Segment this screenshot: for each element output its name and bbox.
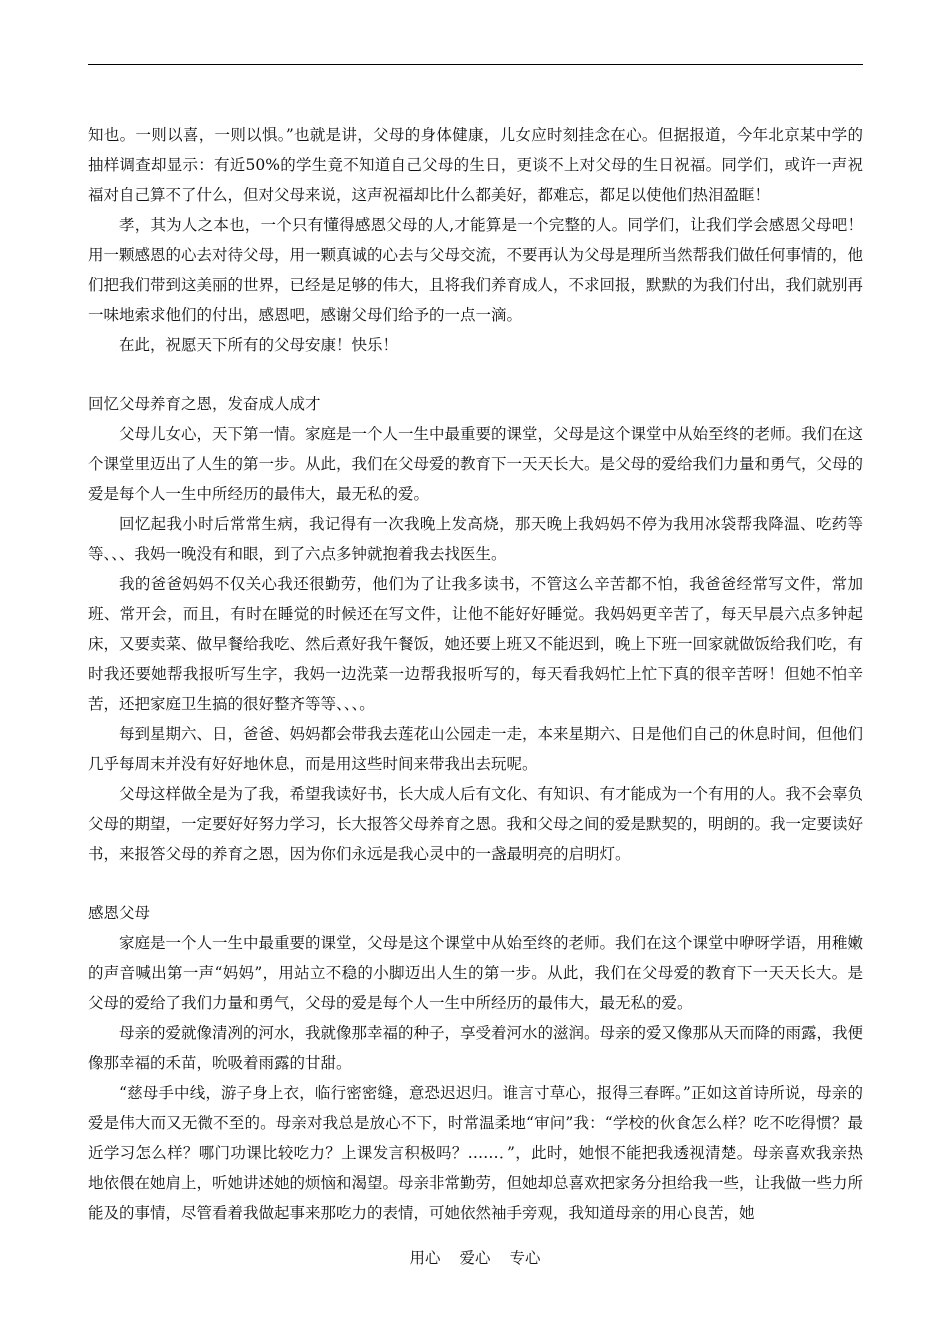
section1-paragraph-2: 孝，其为人之本也，一个只有懂得感恩父母的人,才能算是一个完整的人。同学们，让我们学会感恩父母吧！用一颗感恩的心去对待父母，用一颗真诚的心去与父母交流，不要再认为父母是理所当然帮我们做任何事情的，他们把我们带到这美丽的世界，已经是足够的伟大，且将我们养育成人，不求回报，默默的为我们付出，我们就别再一味地索求他们的付出，感恩吧，感谢父母们给予的一点一滴。 [88, 216, 864, 324]
section3-title: 感恩父母 [88, 904, 151, 922]
section3-paragraph-2: 母亲的爱就像清冽的河水，我就像那幸福的种子，享受着河水的滋润。母亲的爱又像那从天而降的雨露，我便像那幸福的禾苗，吮吸着雨露的甘甜。 [88, 1024, 864, 1072]
section2-paragraph-3: 我的爸爸妈妈不仅关心我还很勤劳，他们为了让我多读书，不管这么辛苦都不怕，我爸爸经常写文件，常加班、常开会，而且，有时在睡觉的时候还在写文件，让他不能好好睡觉。我妈妈更辛苦了，每天早晨六点多钟起床，又要卖菜、做早餐给我吃、然后煮好我午餐饭，她还要上班又不能迟到，晚上下班一回家就做饭给我们吃，有时我还要她帮我报听写生字，我妈一边洗菜一边帮我报听写的，每天看我妈忙上忙下真的很辛苦呀！但她不怕辛苦，还把家庭卫生搞的很好整齐等等、、、。 [88, 575, 864, 713]
section-spacer [88, 360, 863, 389]
section1-paragraph-3: 在此，祝愿天下所有的父母安康！快乐！ [119, 336, 399, 354]
section2-paragraph-4: 每到星期六、日，爸爸、妈妈都会带我去莲花山公园走一走，本来星期六、日是他们自己的休息时间，但他们几乎每周末并没有好好地休息，而是用这些时间来带我出去玩呢。 [88, 725, 864, 773]
footer-word-2: 爱心 [459, 1249, 491, 1267]
section3-paragraph-3: “慈母手中线，游子身上衣，临行密密缝，意恐迟迟归。谁言寸草心，报得三春晖。”正如这首诗所说，母亲的爱是伟大而又无微不至的。母亲对我总是放心不下，时常温柔地“审问”我：“学校的伙食怎么样？吃不吃得惯？最近学习怎么样？哪门功课比较吃力？上课发言积极吗？……．”，此时，她恨不能把我透视清楚。母亲喜欢我亲热地依偎在她肩上，听她讲述她的烦恼和渴望。母亲非常勤劳，但她却总喜欢把家务分担给我一些，让我做一些力所能及的事情，尽管看着我做起事来那吃力的表情，可她依然袖手旁观，我知道母亲的用心良苦，她 [88, 1084, 864, 1222]
footer-word-1: 用心 [409, 1249, 441, 1267]
section2-paragraph-2: 回忆起我小时后常常生病，我记得有一次我晚上发高烧，那天晚上我妈妈不停为我用冰袋帮我降温、吃药等等、、、我妈一晚没有和眼，到了六点多钟就抱着我去找医生。 [88, 515, 863, 563]
section-spacer [88, 869, 863, 898]
page-footer [0, 1246, 950, 1268]
section2-title: 回忆父母养育之恩，发奋成人成才 [88, 395, 321, 413]
header-rule [88, 64, 863, 65]
footer-word-3: 专心 [509, 1249, 541, 1267]
section1-paragraph-1: 知也。一则以喜，一则以惧。”也就是讲，父母的身体健康，儿女应时刻挂念在心。但据报道，今年北京某中学的抽样调查却显示：有近50%的学生竟不知道自己父母的生日，更谈不上对父母的生日祝福。同学们，或许一声祝福对自己算不了什么，但对父母来说，这声祝福却比什么都美好，都难忘，都足以使他们热泪盈眶！ [88, 126, 863, 204]
section2-paragraph-1: 父母儿女心，天下第一情。家庭是一个人一生中最重要的课堂，父母是这个课堂中从始至终的老师。我们在这个课堂里迈出了人生的第一步。从此，我们在父母爱的教育下一天天长大。是父母的爱给我们力量和勇气，父母的爱是每个人一生中所经历的最伟大，最无私的爱。 [88, 425, 864, 503]
document-body [88, 120, 863, 1228]
section2-paragraph-5: 父母这样做全是为了我，希望我读好书，长大成人后有文化、有知识、有才能成为一个有用的人。我不会辜负父母的期望，一定要好好努力学习，长大报答父母养育之恩。我和父母之间的爱是默契的，明朗的。我一定要读好书，来报答父母的养育之恩，因为你们永远是我心灵中的一盏最明亮的启明灯。 [88, 785, 864, 863]
section3-paragraph-1: 家庭是一个人一生中最重要的课堂，父母是这个课堂中从始至终的老师。我们在这个课堂中咿呀学语，用稚嫩的声音喊出第一声“妈妈”，用站立不稳的小脚迈出人生的第一步。从此，我们在父母爱的教育下一天天长大。是父母的爱给了我们力量和勇气，父母的爱是每个人一生中所经历的最伟大，最无私的爱。 [88, 934, 864, 1012]
